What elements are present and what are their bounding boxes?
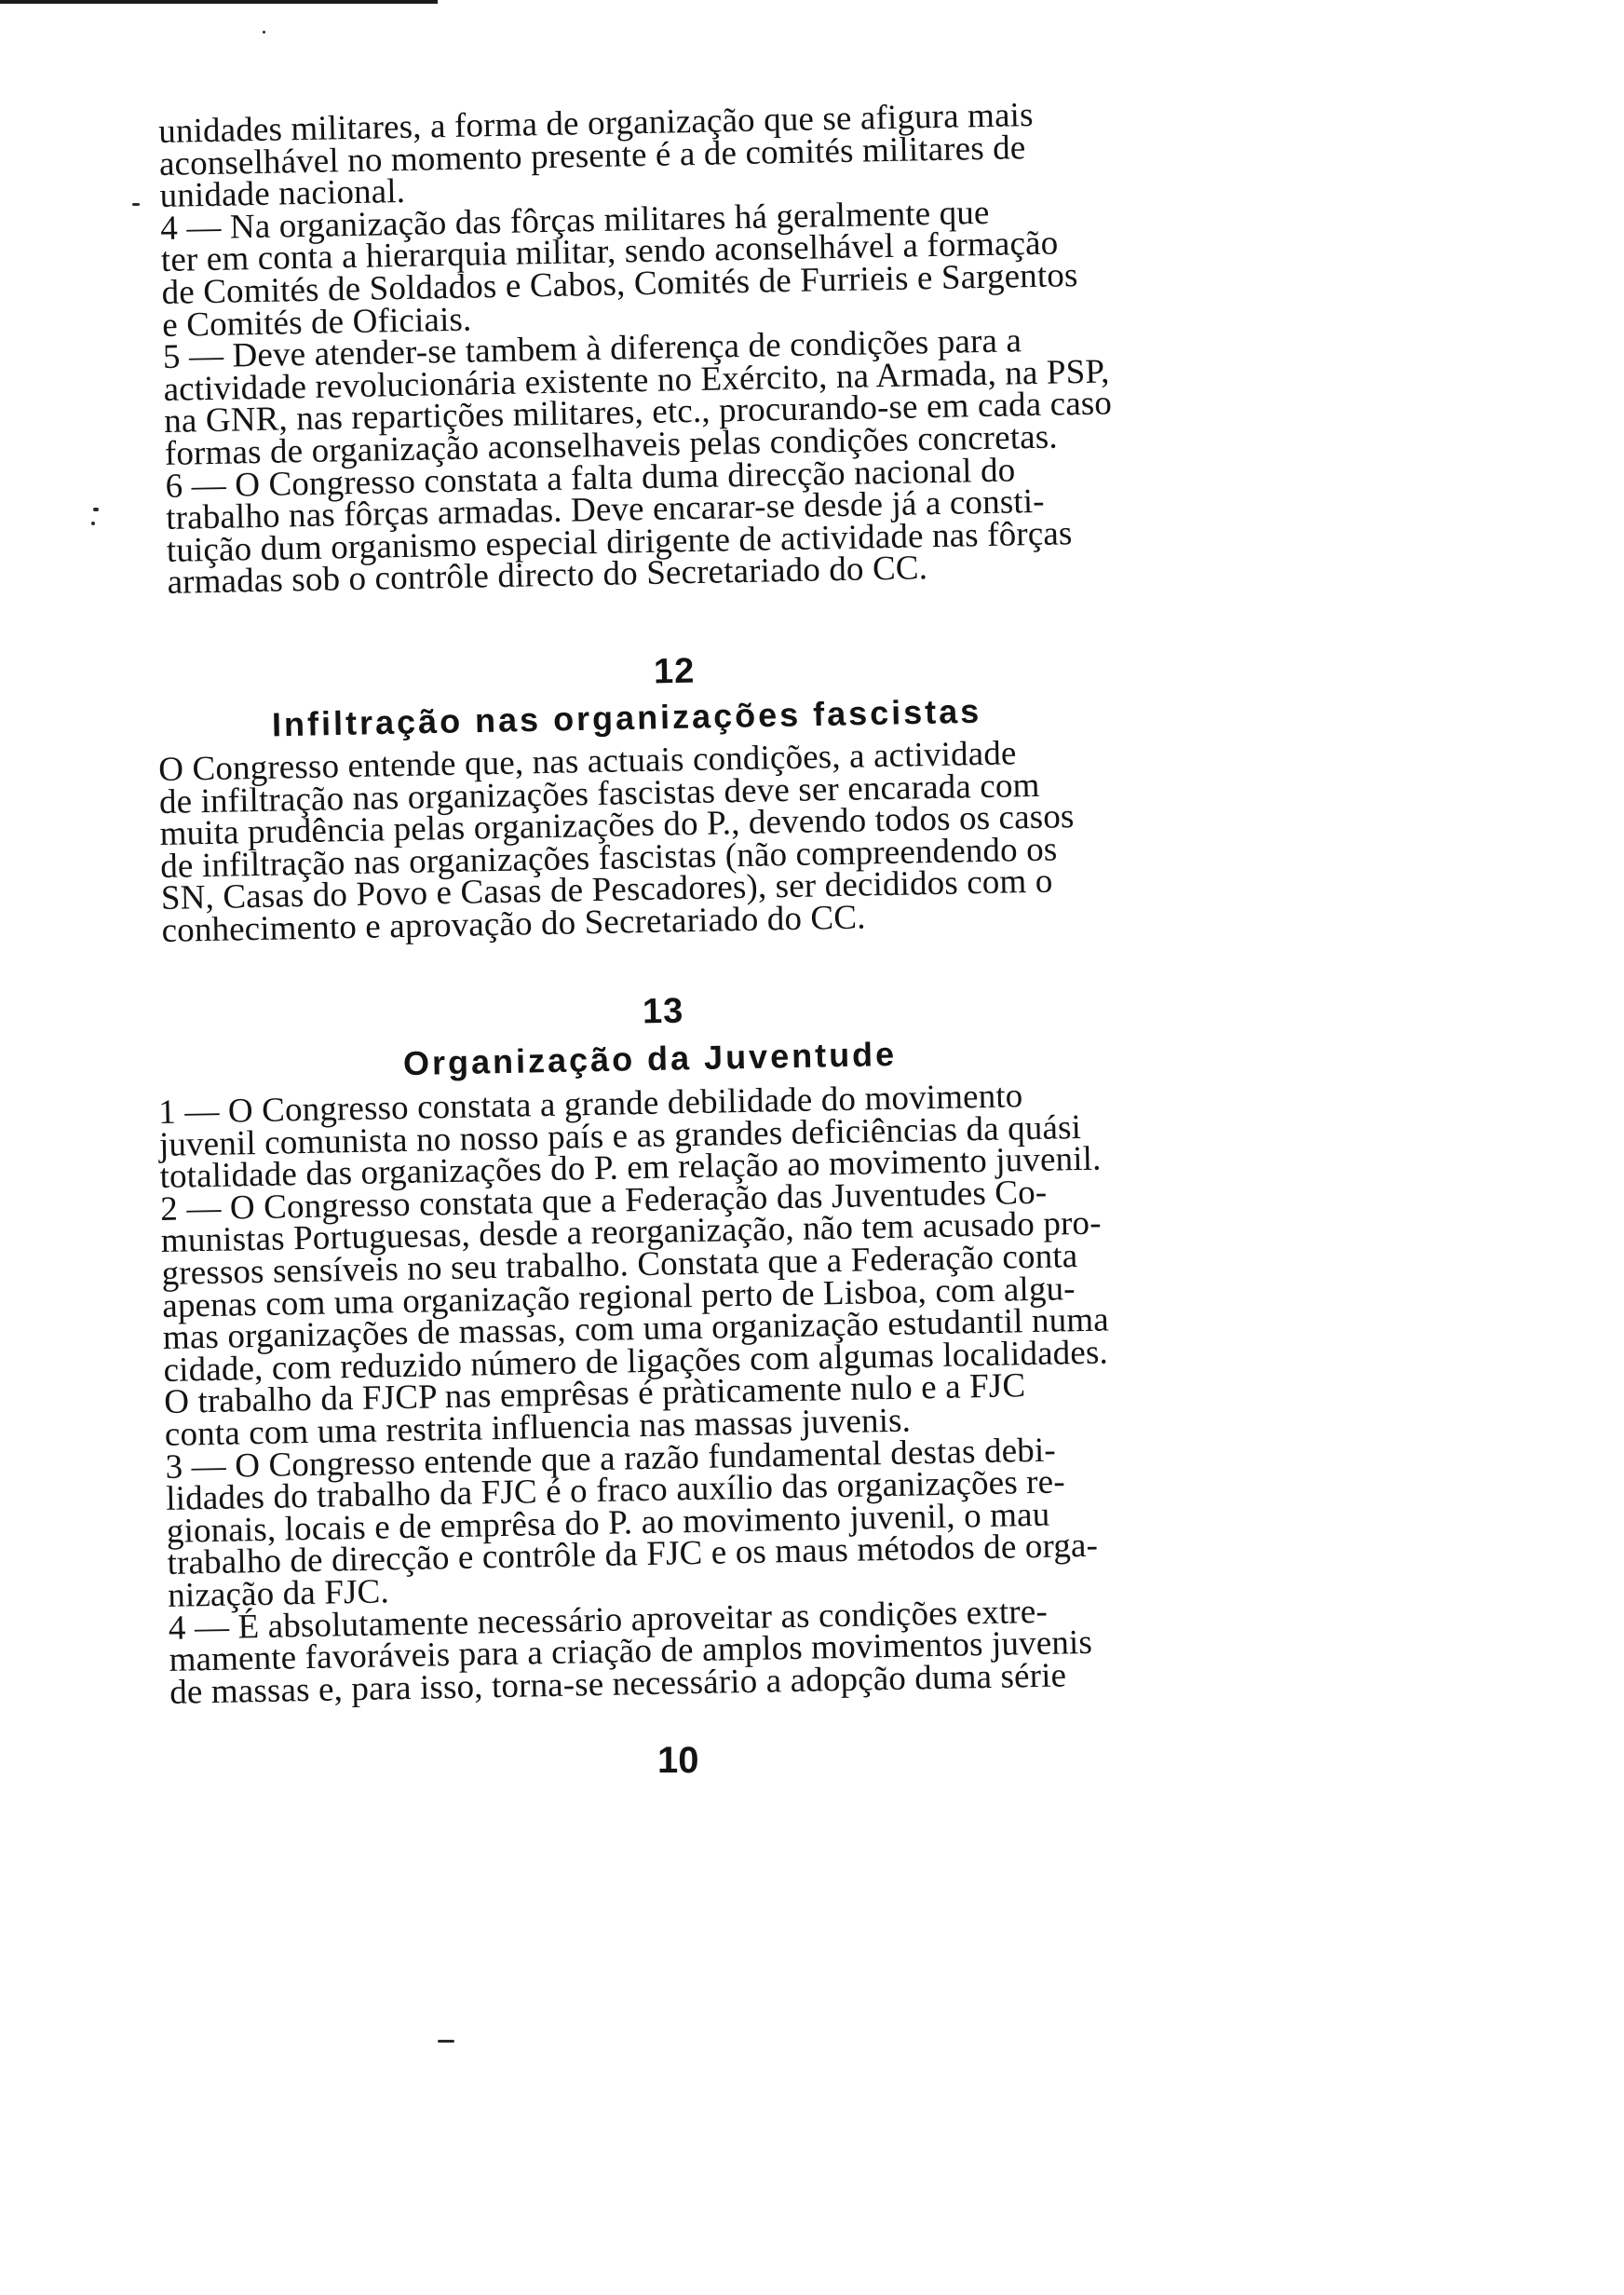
page-number: 10 (657, 1740, 699, 1781)
section-12-paragraph: O Congresso entende que, nas actuais condições, a actividade de infiltração nas organizações fascistas deve ser encarada com muita prudência pelas organizações do P., devendo todos os casos de infiltração nas organizações fascistas (não compreendendo os SN, Casas do Povo e Casas de Pescadores), ser decididos com o conhecimento e aprovação do Secretariado do CC. (157, 734, 1075, 950)
section-12-title: Infiltração nas organizações fascistas (271, 691, 982, 744)
section-12-text (158, 735, 1186, 948)
section-12-number: 12 (653, 651, 696, 692)
intro-paragraphs: unidades militares, a forma de organização que se afigura mais aconselhável no momento presente é a de comités militares de unidade nacional. 4 — Na organização das fôrças militares há geralmente que ter em conta a hierarquia militar, sendo aconselhável a formação de Comités de Soldados e Cabos, Comités de Furrieis e Sargentos e Comités de Oficiais. 5 — Deve atender-se tambem à diferença de condições para a actividade revolucionária existente no Exército, na Armada, na PSP, na GNR, nas repartições militares, etc., procurando-se em cada caso formas de organização aconselhaveis pelas condições concretas. 6 — O Congresso constata a falta duma direcção nacional do trabalho nas fôrças armadas. Deve encarar-se desde já a consti- tuição dum organismo especial dirigente de actividade nas fôrças armadas sob o contrôle directo do Secretariado do CC. (157, 95, 1113, 603)
intro-text (157, 95, 1192, 603)
section-13-paragraphs: 1 — O Congresso constata a grande debilidade do movimento juvenil comunista no nosso país e as grandes deficiências da quási totalidade das organizações do P. em relação ao movimento juvenil. 2 — O Congresso constata que a Federação das Juventudes Co- munistas Portuguesas, desde a reorganização, não tem acusado pro- gressos sensíveis no seu trabalho. Constata que a Federação conta apenas com uma organização regional perto de Lisboa, com algu- mas organizações de massas, com uma organização estudantil numa cidade, com reduzido número de ligações com algumas localidades. O trabalho da FJCP nas emprêsas é pràticamente nulo e a FJC conta com uma restrita influencia nas massas juvenis. 3 — O Congresso entende que a razão fundamental destas debi- lidades do trabalho da FJC é o fraco auxílio das organizações re- gionais, locais e de emprêsa do P. ao movimento juvenil, o mau trabalho de direcção e contrôle da FJC e os maus métodos de orga- nização da FJC. 4 — É absolutamente necessário aproveitar as condições extre- mamente favoráveis para a criação de amplos movimentos juvenis de massas e, para isso, torna-se necessário a adopção duma série (157, 1077, 1110, 1712)
section-13-title: Organização da Juventude (402, 1034, 898, 1083)
stray-mark (93, 508, 99, 511)
stray-mark (438, 2040, 454, 2043)
section-13-number: 13 (642, 991, 684, 1032)
stray-mark (91, 522, 95, 525)
stray-mark (132, 203, 140, 206)
section-13-text (157, 1077, 1194, 1712)
stray-mark (263, 31, 265, 34)
top-rule (0, 0, 438, 4)
